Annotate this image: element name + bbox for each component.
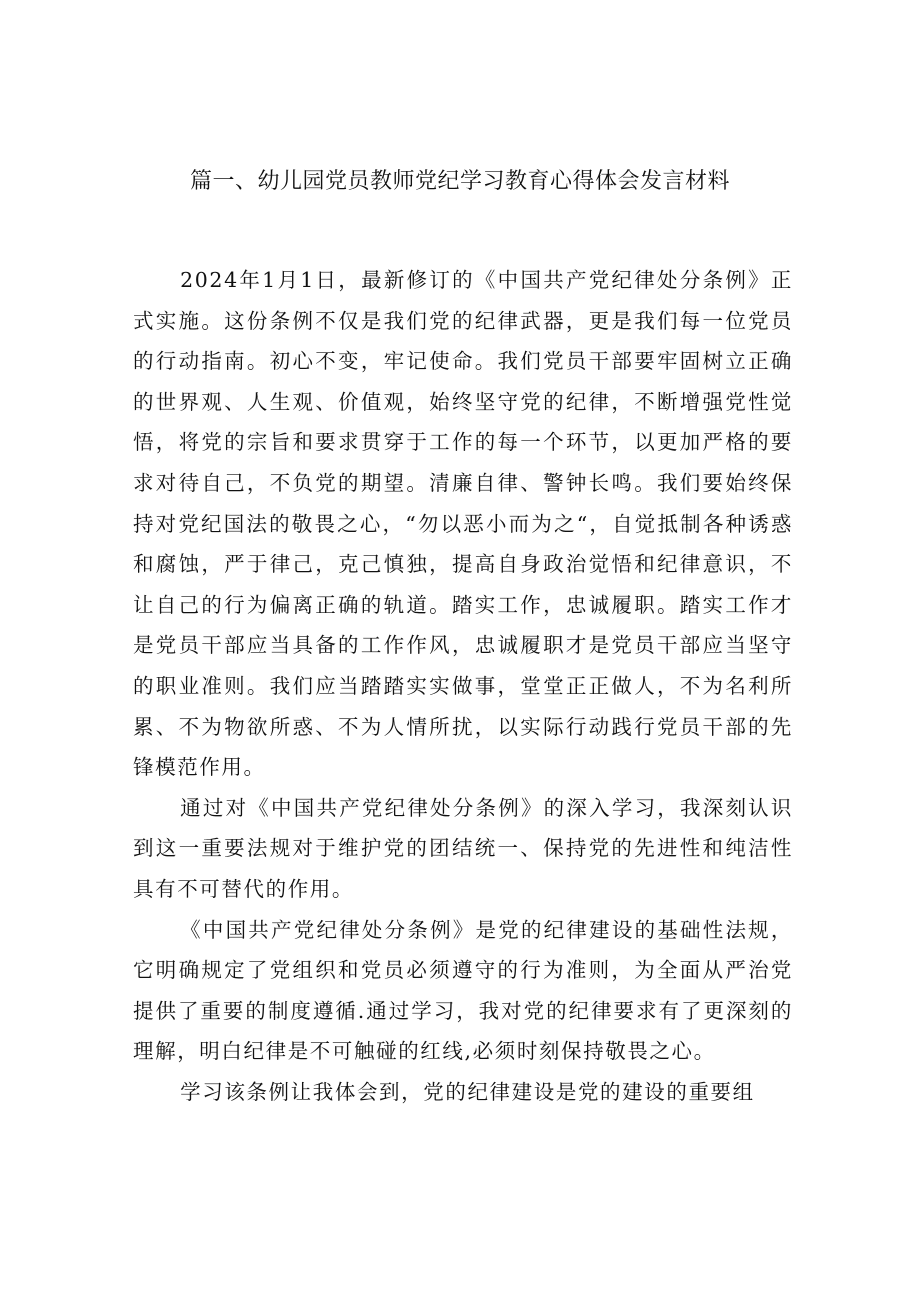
paragraph: 学习该条例让我体会到，党的纪律建设是党的建设的重要组 <box>180 1079 755 1104</box>
document-body <box>133 260 793 1112</box>
paragraph: 《中国共产党纪律处分条例》是党的纪律建设的基础性法规，它明确规定了党组织和党员必须遵守的行为准则，为全面从严治党提供了重要的制度遵循.通过学习，我对党的纪律要求有了更深刻的理解，明白纪律是不可触碰的红线,必须时刻保持敬畏之心。 <box>133 917 793 1064</box>
paragraph: 2024年1月1日，最新修订的《中国共产党纪律处分条例》正式实施。这份条例不仅是我们党的纪律武器，更是我们每一位党员的行动指南。初心不变，牢记使命。我们党员干部要牢固树立正确的世界观、人生观、价值观，始终坚守党的纪律，不断增强党性觉悟，将党的宗旨和要求贯穿于工作的每一个环节，以更加严格的要求对待自己，不负党的期望。清廉自律、警钟长鸣。我们要始终保持对党纪国法的敬畏之心，“勿以恶小而为之“，自觉抵制各种诱惑和腐蚀，严于律己，克己慎独，提高自身政治觉悟和纪律意识，不让自己的行为偏离正确的轨道。踏实工作，忠诚履职。踏实工作才是党员干部应当具备的工作作风，忠诚履职才是党员干部应当坚守的职业准则。我们应当踏踏实实做事，堂堂正正做人，不为名利所累、不为物欲所惑、不为人情所扰，以实际行动践行党员干部的先锋模范作用。 <box>133 268 793 780</box>
paragraph: 通过对《中国共产党纪律处分条例》的深入学习，我深刻认识到这一重要法规对于维护党的团结统一、保持党的先进性和纯洁性具有不可替代的作用。 <box>133 795 793 901</box>
document-title: 篇一、幼儿园党员教师党纪学习教育心得体会发言材料 <box>189 169 730 194</box>
